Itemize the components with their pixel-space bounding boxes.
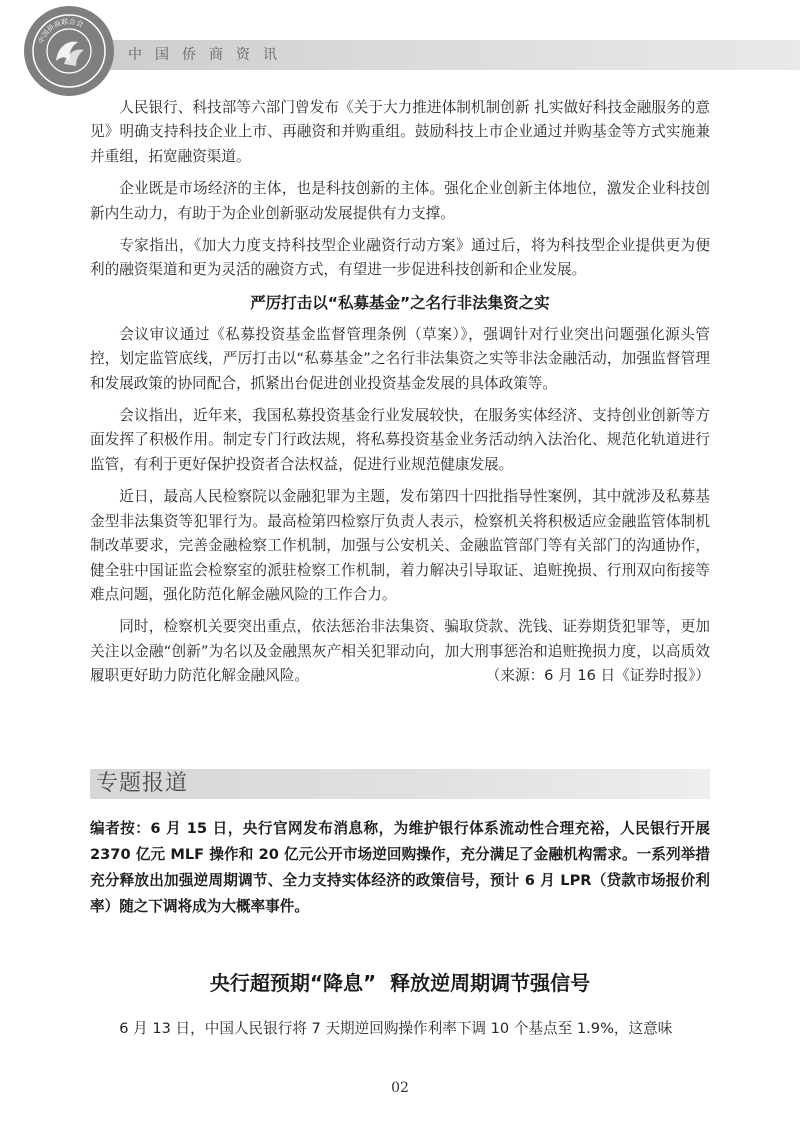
paragraph: 企业既是市场经济的主体，也是科技创新的主体。强化企业创新主体地位，激发企业科技创新内生动力，有助于为企业创新驱动发展提供有力支撑。: [90, 180, 710, 222]
paragraph: 人民银行、科技部等六部门曾发布《关于大力推进体制机制创新 扎实做好科技金融服务的意见》明确支持科技企业上市、再融资和并购重组。鼓励科技上市企业通过并购基金等方式实施兼并重组，拓宽融资渠道。: [90, 99, 710, 165]
editor-note: 编者按：6 月 15 日，央行官网发布消息称，为维护银行体系流动性合理充裕，人民银行开展 2370 亿元 MLF 操作和 20 亿元公开市场逆回购操作，充分满足了金融机构需求。一系列举措充分释放出加强逆周期调节、全力支持实体经济的政策信号，预计 6 月 LPR（贷款市场报价利率）随之下调将成为大概率事件。: [90, 820, 710, 915]
article-intro: 6 月 13 日，中国人民银行将 7 天期逆回购操作利率下调 10 个基点至 1.9%，这意味: [119, 1020, 673, 1037]
subheading: 严厉打击以“私募基金”之名行非法集资之实: [250, 293, 550, 312]
paragraph: 会议指出，近年来，我国私募投资基金行业发展较快，在服务实体经济、支持创业创新等方面发挥了积极作用。制定专门行政法规，将私募投资基金业务活动纳入法治化、规范化轨道进行监管，有利于更好保护投资者合法权益，促进行业规范健康发展。: [90, 407, 710, 473]
paragraph-text: 同时，检察机关要突出重点，依法惩治非法集资、骗取贷款、洗钱、证券期货犯罪等，更加关注以金融“创新”为名以及金融黑灰产相关犯罪动向，加大刑事惩治和追赃挽损力度，以高质效履职更好助力防范化解金融风险。: [90, 618, 710, 685]
logo-arc-text: 中国侨商联合会: [37, 17, 85, 45]
page-number: 02: [391, 1080, 409, 1096]
article-title: 央行超预期“降息” 释放逆周期调节强信号: [209, 971, 591, 995]
paragraph-with-source: [90, 615, 710, 688]
paragraph: 会议审议通过《私募投资基金监督管理条例（草案）》，强调针对行业突出问题强化源头管控，划定监管底线，严厉打击以“私募基金”之名行非法集资之实等非法金融活动，加强监督管理和发展政策的协同配合，抓紧出台促进创业投资基金发展的具体政策等。: [90, 325, 710, 392]
paragraph: 近日，最高人民检察院以金融犯罪为主题，发布第四十四批指导性案例，其中就涉及私募基金型非法集资等犯罪行为。最高检第四检察厅负责人表示，检察机关将积极适应金融监管体制机制改革要求，完善金融检察工作机制，加强与公安机关、金融监管部门等有关部门的沟通协作，健全驻中国证监会检察室的派驻检察工作机制，着力解决引导取证、追赃挽损、行刑双向衔接等难点问题，强化防范化解金融风险的工作合力。: [90, 488, 710, 603]
paragraph: 专家指出，《加大力度支持科技型企业融资行动方案》通过后，将为科技型企业提供更为便利的融资渠道和更为灵活的融资方式，有望进一步促进科技创新和企业发展。: [90, 237, 710, 279]
logo: [24, 6, 114, 96]
section-title: 专题报道: [96, 771, 189, 796]
header-title: 中国侨商资讯: [128, 47, 290, 63]
source-citation: （来源：6 月 16 日《证券时报》）: [485, 667, 710, 685]
logo-emblem-icon: [24, 6, 114, 96]
main-content: [90, 96, 710, 697]
